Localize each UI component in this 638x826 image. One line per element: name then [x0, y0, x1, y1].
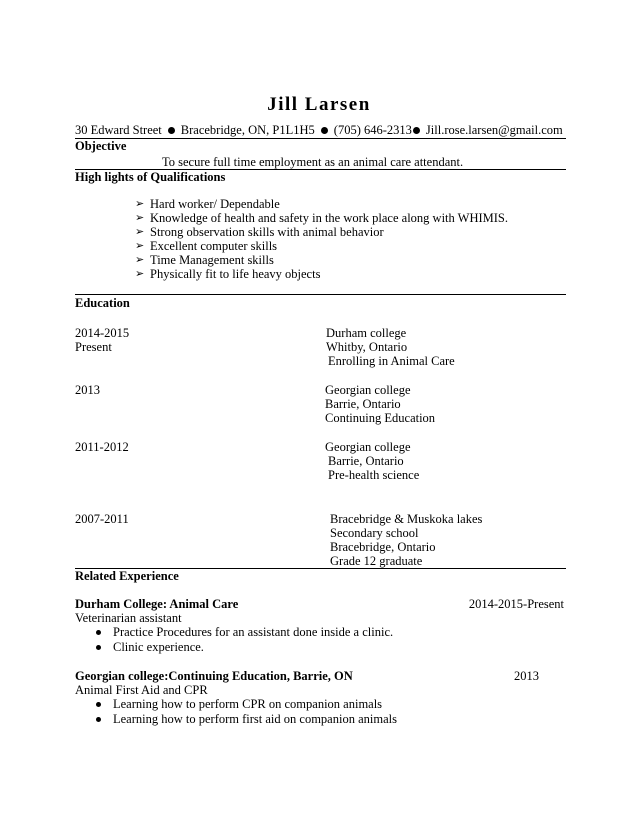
- job-role: Animal First Aid and CPR: [75, 683, 208, 697]
- job-bullet: Learning how to perform CPR on companion animals: [113, 697, 383, 711]
- job-title: Durham College: Animal Care: [75, 597, 239, 611]
- job-role: Veterinarian assistant: [75, 611, 182, 625]
- objective-heading: Objective: [75, 139, 127, 153]
- education-location: Whitby, Ontario: [326, 340, 408, 354]
- qualification-item: Strong observation skills with animal behavior: [150, 225, 384, 239]
- education-dates: Present: [75, 340, 112, 354]
- education-program: Pre-health science: [328, 468, 420, 482]
- bullet-icon: [96, 645, 101, 650]
- education-school: Bracebridge & Muskoka lakes: [330, 512, 483, 526]
- education-program: Enrolling in Animal Care: [328, 354, 455, 368]
- education-school: Durham college: [326, 326, 407, 340]
- arrow-bullet-icon: ➢: [135, 226, 145, 238]
- job-bullet: Practice Procedures for an assistant done inside a clinic.: [113, 625, 394, 639]
- separator-dot-icon: [168, 127, 175, 134]
- experience-heading: Related Experience: [75, 569, 179, 583]
- arrow-bullet-icon: ➢: [135, 212, 145, 224]
- job-dates: 2014-2015-Present: [468, 597, 564, 611]
- bullet-icon: [96, 717, 101, 722]
- arrow-bullet-icon: ➢: [135, 254, 145, 266]
- arrow-bullet-icon: ➢: [135, 240, 145, 252]
- bullet-icon: [96, 630, 101, 635]
- education-program: Continuing Education: [325, 411, 436, 425]
- separator-dot-icon: [321, 127, 328, 134]
- education-location: Bracebridge, Ontario: [330, 540, 436, 554]
- divider: [75, 138, 566, 139]
- job-bullet: Clinic experience.: [113, 640, 204, 654]
- education-school: Georgian college: [325, 440, 411, 454]
- arrow-bullet-icon: ➢: [135, 198, 145, 210]
- education-program: Secondary school: [330, 526, 419, 540]
- qualification-item: Excellent computer skills: [150, 239, 278, 253]
- bullet-icon: [96, 702, 101, 707]
- qualification-item: Hard worker/ Dependable: [150, 197, 280, 211]
- contact-street: 30 Edward Street: [75, 123, 162, 137]
- divider: [75, 294, 566, 295]
- resume-name: Jill Larsen: [267, 94, 371, 115]
- education-location: Barrie, Ontario: [325, 397, 401, 411]
- education-dates: 2011-2012: [75, 440, 129, 454]
- contact-city: Bracebridge, ON, P1L1H5: [180, 123, 315, 137]
- separator-dot-icon: [413, 127, 420, 134]
- education-location: Barrie, Ontario: [328, 454, 404, 468]
- contact-email[interactable]: Jill.rose.larsen@gmail.com: [425, 123, 563, 137]
- qualifications-heading: High lights of Qualifications: [75, 170, 226, 184]
- education-school: Georgian college: [325, 383, 411, 397]
- contact-line: [75, 123, 563, 137]
- job-bullet: Learning how to perform first aid on companion animals: [113, 712, 397, 726]
- education-dates: 2014-2015: [75, 326, 130, 340]
- education-dates: 2013: [75, 383, 100, 397]
- qualification-item: Physically fit to life heavy objects: [150, 267, 321, 281]
- arrow-bullet-icon: ➢: [135, 268, 145, 280]
- qualification-item: Time Management skills: [150, 253, 274, 267]
- job-title: Georgian college:Continuing Education, Barrie, ON: [75, 669, 353, 683]
- job-dates: 2013: [514, 669, 539, 683]
- education-heading: Education: [75, 296, 130, 310]
- objective-text: To secure full time employment as an animal care attendant.: [162, 155, 464, 169]
- education-dates: 2007-2011: [75, 512, 129, 526]
- contact-phone: (705) 646-2313: [333, 123, 412, 137]
- qualification-item: Knowledge of health and safety in the work place along with WHIMIS.: [150, 211, 509, 225]
- education-note: Grade 12 graduate: [330, 554, 423, 568]
